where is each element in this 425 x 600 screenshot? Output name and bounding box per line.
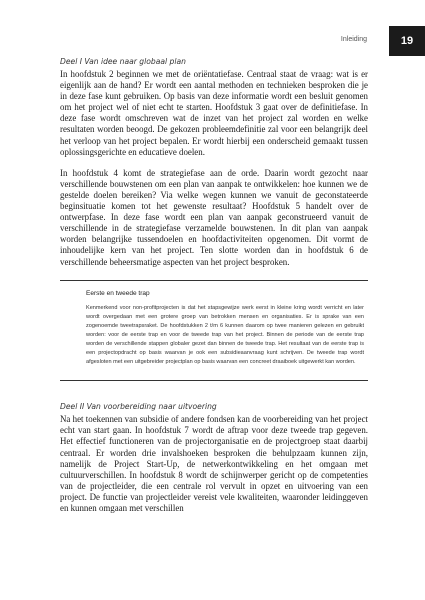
part2-heading: Deel II Van voorbereiding naar uitvoering (60, 402, 217, 412)
part2-section (60, 401, 368, 514)
paragraph-gap (60, 158, 368, 168)
running-head: Inleiding (340, 36, 367, 43)
part1-heading: Deel I Van idee naar globaal plan (60, 57, 186, 66)
page-number: 19 (389, 26, 425, 56)
part1-section (60, 56, 368, 268)
part2-paragraph-1: Na het toekennen van subsidie of andere fondsen kan de voorbereiding van het project echt van start gaan. In hoofdstuk 7 wordt de aftrap voor deze tweede trap gegeven. Het effectief functioneren van de projectorganisatie en de projectgroep staat daarbij centraal. Er worden drie invalshoeken besproken die behulpzaam kunnen zijn, namelijk de Project Start-Up, de netwerkontwikkeling en het omgaan met cultuurverschillen. In hoofdstuk 8 wordt de schijnwerper gericht op de competenties van de projectleider, die een centrale rol vervult in opzet en uitvoering van een project. De functie van projectleider vereist vele kwaliteiten, waaronder leidinggeven en kunnen omgaan met verschillen (60, 414, 368, 513)
part1-paragraph-2: In hoofdstuk 4 komt de strategiefase aan de orde. Daarin wordt gezocht naar verschillende bouwstenen om een plan van aanpak te ontwikkelen: hoe kunnen we de gestelde doelen bereiken? Via welke wegen kunnen we vanuit de geconstateerde beginsituatie komen tot het gewenste resultaat? Hoofdstuk 5 handelt over de ontwerpfase. In deze fase wordt een plan van aanpak geconstrueerd vanuit de verschillende in de strategiefase verzamelde bouwstenen. In dit plan van aanpak worden belangrijke tussendoelen en hoofdactiviteiten opgenomen. Dit vormt de inhoudelijke kern van het project. Ten slotte worden dan in hoofdstuk 6 de verschillende beheersmatige aspecten van het project besproken. (60, 167, 368, 267)
page-content (60, 56, 368, 514)
info-box-title: Eerste en tweede trap (86, 289, 150, 297)
part1-paragraph-1: In hoofdstuk 2 beginnen we met de oriëntatiefase. Centraal staat de vraag: wat is er eigenlijk aan de hand? Er wordt een aantal methoden en technieken besproken die je in deze fase kunt gebruiken. Op basis van deze informatie wordt een besluit genomen om het project wel of niet echt te starten. Hoofdstuk 3 gaat over de definitiefase. In deze fase wordt omschreven wat de inzet van het project zal worden en welke resultaten worden beoogd. De gekozen probleemdefinitie zal voor een belangrijk deel het verloop van het project bepalen. Er wordt hierbij een onderscheid gemaakt tussen oplossingsgerichte en educatieve doelen. (60, 69, 368, 157)
info-box (60, 280, 368, 382)
info-box-text: Kenmerkend voor non-profitprojecten is dat het stapsgewijze werk eerst in kleine kring wordt verricht en later wordt overgedaan met een grotere groep van betrokken mensen en organisaties. Er is sprake van een zogenoemde tweetrapsraket. De hoofdstukken 2 t/m 6 kunnen daarom op twee manieren gelezen en gebruikt worden: voor de eerste trap en voor de tweede trap van het project. Binnen de periode van de eerste trap worden de verschillende stappen globaler gezet dan binnen de tweede trap. Het resultaat van de eerste trap is een projectopdracht op basis waarvan je ook een subsidieaanvraag kunt schrijven. De tweede trap wordt afgesloten met een uitgebreider projectplan op basis waarvan een concreet draaiboek uitgewerkt kan worden. (86, 304, 364, 366)
